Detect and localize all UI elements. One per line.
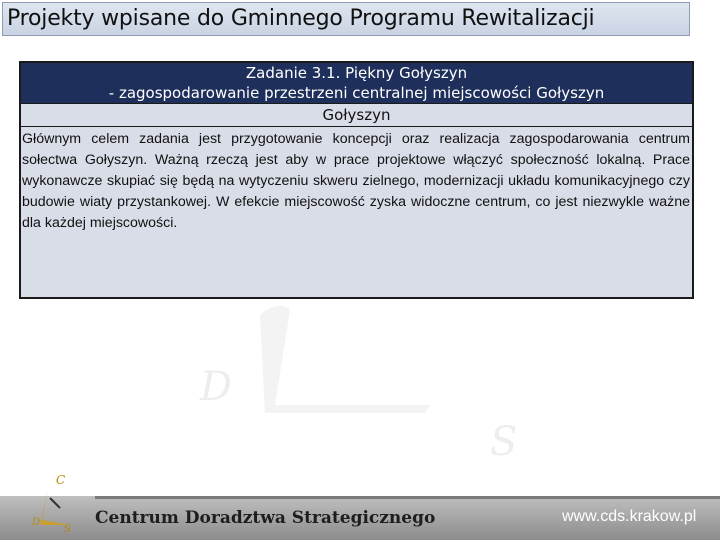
organization-name: Centrum Doradztwa Strategicznego [95,508,436,528]
slide-title-bar [2,2,690,36]
task-title: Zadanie 3.1. Piękny Gołyszyn [245,64,468,82]
cds-logo-icon [30,470,80,534]
website-link[interactable]: www.cds.krakow.pl [562,508,697,525]
task-subtitle: - zagospodarowanie przestrzeni centralnej miejscowości Gołyszyn [108,84,605,102]
slide-title: Projekty wpisane do Gminnego Programu Rewitalizacji [7,6,595,31]
svg-text:D: D [200,364,233,410]
task-description: Głównym celem zadania jest przygotowanie koncepcji oraz realizacja zagospodarowania centrum sołectwa Gołyszyn. Ważną rzeczą jest aby w prace projektowe włączyć społeczność lokalną. Prace wykonawcze skupiać się będą na wytyczeniu skweru zielnego, modernizacji układu komunikacyjnego czy budowie wiaty przystankowej. W efekcie miejscowość zyska widoczne centrum, co jest niezwykle ważne dla każdej miejscowości. [22,131,690,231]
task-location: Gołyszyn [21,103,692,127]
task-header [21,63,692,103]
footer-divider [95,496,720,499]
task-card [19,61,694,299]
svg-text:S: S [64,524,71,534]
cds-watermark-logo-icon [190,295,550,475]
svg-text:S: S [490,419,518,465]
svg-text:C: C [56,473,66,487]
svg-text:D: D [32,517,41,528]
